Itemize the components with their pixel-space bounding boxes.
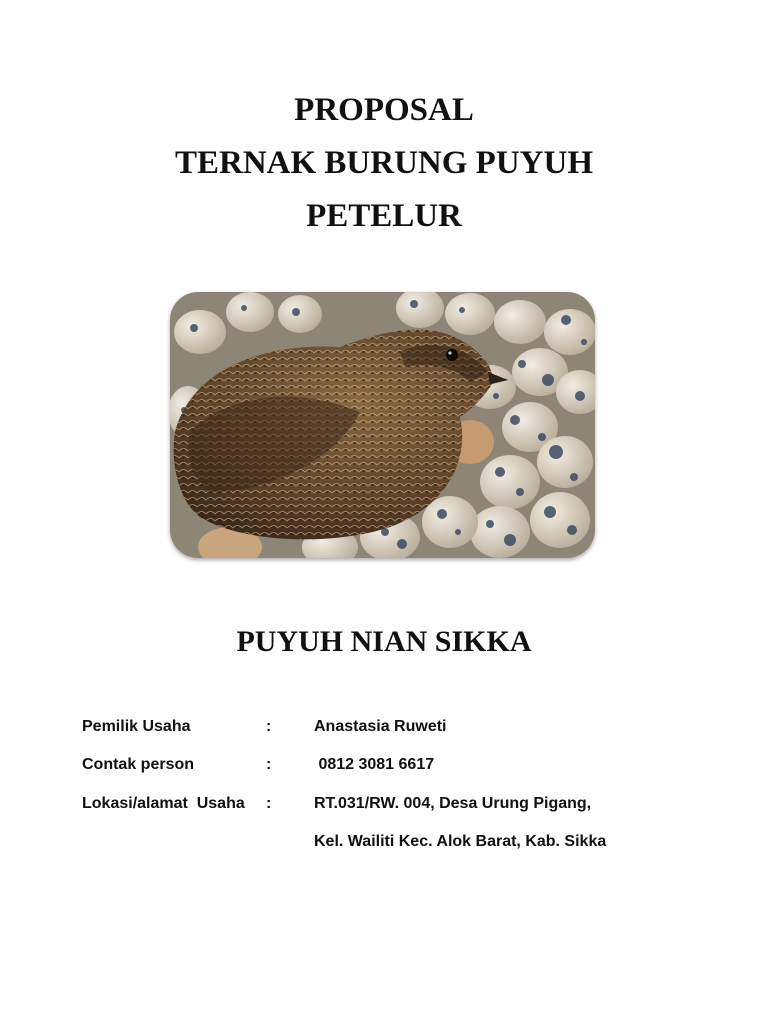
location-colon: : — [266, 795, 272, 812]
title-line-1: PROPOSAL — [294, 92, 474, 128]
contact-colon: : — [266, 756, 272, 773]
document-title — [0, 84, 768, 243]
contact-label: Contak person — [82, 756, 195, 773]
location-value-line1: RT.031/RW. 004, Desa Urung Pigang, — [314, 795, 592, 812]
quail-photo — [170, 292, 595, 558]
business-name: PUYUH NIAN SIKKA — [236, 625, 532, 658]
location-label: Lokasi/alamat Usaha — [82, 795, 245, 812]
owner-colon: : — [266, 718, 272, 735]
contact-value: 0812 3081 6617 — [314, 756, 435, 773]
owner-value: Anastasia Ruweti — [314, 718, 447, 735]
location-value-line2: Kel. Wailiti Kec. Alok Barat, Kab. Sikka — [314, 833, 607, 850]
title-line-3: PETELUR — [306, 198, 462, 234]
owner-label: Pemilik Usaha — [82, 718, 191, 735]
title-line-2: TERNAK BURUNG PUYUH — [174, 145, 593, 181]
